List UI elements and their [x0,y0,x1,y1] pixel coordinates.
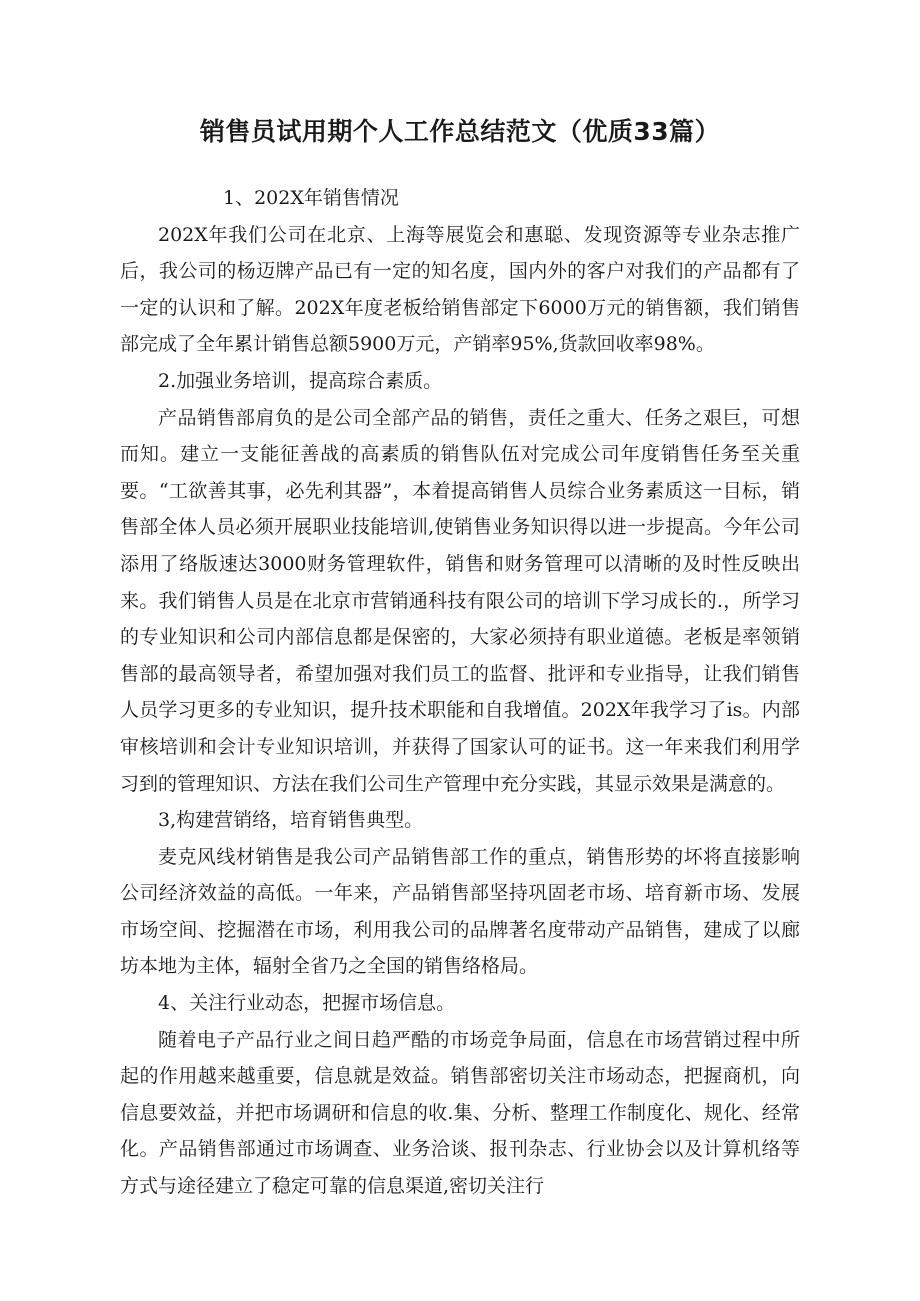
document-title: 销售员试用期个人工作总结范文（优质33篇） [199,117,721,146]
section-heading-4: 4、关注行业动态，把握市场信息。 [158,992,456,1015]
section-heading-2: 2.加强业务培训，提高琮合素质。 [158,369,443,392]
paragraph-2: 产品销售部肩负的是公司全部产品的销售，责任之重大、任务之艰巨，可想而知。建立一支能征善战的高素质的销售队伍对完成公司年度销售任务至关重要。“工欲善其事，必先利其器”，本着提高销售人员综合业务素质这一目标，销售部全体人员必须开展职业技能培训,使销售业务知识得以进一步提高。今年公司添用了络版速达3000财务管理软件，销售和财务管理可以清晰的及时性反映出来。我们销售人员是在北京市营销通科技有限公司的培训下学习成长的.，所学习的专业知识和公司内部信息都是保密的，大家必须持有职业道德。老板是率领销售部的最高领导者，希望加强对我们员工的监督、批评和专业指导，让我们销售人员学习更多的专业知识，提升技术职能和自我增值。202X年我学习了is。内部审核培训和会计专业知识培训，并获得了国家认可的证书。这一年来我们利用学习到的管理知识、方法在我们公司生产管理中充分实践，其显示效果是满意的。 [120,406,800,795]
document-body [120,180,800,1205]
paragraph-4: 随着电子产品行业之间日趋严酷的市场竞争局面，信息在市场营销过程中所起的作用越来越重要，信息就是效益。销售部密切关注市场动态，把握商机，向信息要效益，并把市场调研和信息的收.集、分析、整理工作制度化、规化、经常化。产品销售部通过市场调查、业务洽谈、报刊杂志、行业协会以及计算机络等方式与途径建立了稳定可靠的信息渠道,密切关注行 [120,1028,800,1198]
section-heading-1: 1、202X年销售情况 [223,187,399,209]
paragraph-3: 麦克风线材销售是我公司产品销售部工作的重点，销售形势的坏将直接影响公司经济效益的高低。一年来，产品销售部坚持巩固老市场、培育新市场、发展市场空间、挖掘潜在市场，利用我公司的品牌著名度带动产品销售，建成了以廊坊本地为主体，辐射全省乃之全国的销售络格局。 [120,845,800,978]
paragraph-1: 202X年我们公司在北京、上海等展览会和惠聪、发现资源等专业杂志推广后，我公司的杨迈牌产品已有一定的知名度，国内外的客户对我们的产品都有了一定的认识和了解。202X年度老板给销售部定下6000万元的销售额，我们销售部完成了全年累计销售总额5900万元，产销率95%,货款回收率98%。 [120,223,800,356]
section-heading-3: 3,构建营销络，培育销售典型。 [158,809,424,832]
